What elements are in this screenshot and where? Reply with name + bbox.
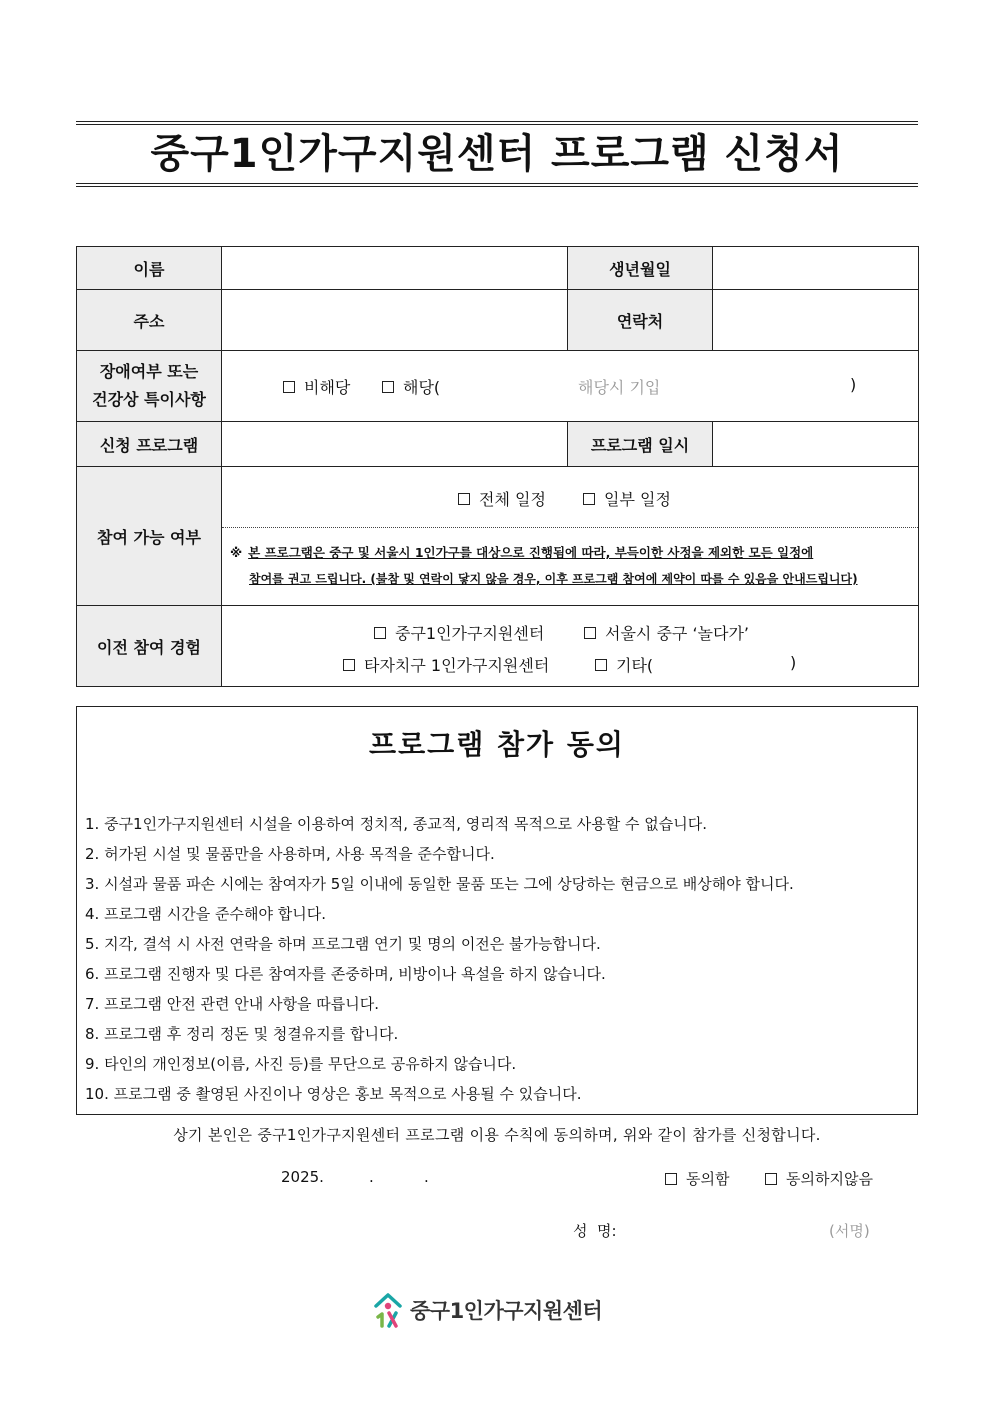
contact-field[interactable]: [713, 290, 919, 351]
program-label: 신청 프로그램: [77, 422, 222, 467]
prev-opt-other-district-label: 타자치구 1인가구지원센터: [364, 656, 550, 675]
attend-label: 참여 가능 여부: [77, 467, 222, 606]
address-field[interactable]: [222, 290, 568, 351]
consent-item: 9. 타인의 개인정보(이름, 사진 등)를 무단으로 공유하지 않습니다.: [85, 1055, 517, 1073]
agree-option[interactable]: [665, 1168, 729, 1189]
center-logo: [372, 1292, 602, 1328]
consent-item: 7. 프로그램 안전 관련 안내 사항을 따릅니다.: [85, 995, 380, 1013]
health-close-paren: ): [850, 375, 857, 394]
note-line1: 본 프로그램은 중구 및 서울시 1인가구를 대상으로 진행됨에 따라, 부득이한 사정을 제외한 모든 일정에: [248, 545, 814, 560]
note-mark: ※: [230, 545, 243, 560]
prev-opt-other-district[interactable]: [343, 653, 549, 676]
program-date-label: 프로그램 일시: [568, 422, 713, 467]
health-none-option[interactable]: [283, 375, 350, 398]
prev-close-paren: ): [790, 653, 797, 672]
checkbox-icon[interactable]: [458, 493, 470, 505]
attend-all-label: 전체 일정: [479, 490, 546, 509]
checkbox-icon[interactable]: [283, 381, 295, 393]
prev-options: [222, 606, 919, 687]
consent-item: 5. 지각, 결석 시 사전 연락을 하며 프로그램 연기 및 명의 이전은 불가능합니다.: [85, 935, 601, 953]
prev-opt-center[interactable]: [374, 621, 544, 644]
consent-item: 10. 프로그램 중 촬영된 사진이나 영상은 홍보 목적으로 사용될 수 있습니다.: [85, 1085, 582, 1103]
checkbox-icon[interactable]: [665, 1173, 677, 1185]
logo-text: 중구1인가구지원센터: [410, 1299, 603, 1323]
health-yes-label: 해당(: [403, 378, 441, 397]
title-rule-top: [76, 121, 918, 125]
health-detail-placeholder[interactable]: 해당시 기입: [578, 378, 661, 397]
attend-cell: [222, 467, 919, 606]
name-label: 이름: [77, 247, 222, 290]
consent-item: 1. 중구1인가구지원센터 시설을 이용하여 정치적, 종교적, 영리적 목적으로 사용할 수 없습니다.: [85, 815, 707, 833]
prev-label: 이전 참여 경험: [77, 606, 222, 687]
contact-label: 연락처: [568, 290, 713, 351]
prev-opt-noldaga-label: 서울시 중구 ‘놀다가’: [605, 624, 749, 643]
page-title: 중구1인가구지원센터 프로그램 신청서: [150, 131, 844, 177]
birth-field[interactable]: [713, 247, 919, 290]
attend-all-option[interactable]: [458, 487, 546, 510]
health-options: [222, 351, 919, 422]
health-label-line1: 장애여부 또는: [99, 362, 199, 381]
signature-field[interactable]: (서명): [829, 1222, 870, 1240]
prev-opt-center-label: 중구1인가구지원센터: [395, 624, 545, 643]
date-day-dot[interactable]: .: [424, 1168, 429, 1186]
date-year[interactable]: 2025.: [281, 1168, 324, 1186]
house-logo-icon: [372, 1292, 404, 1328]
title-rule-bottom: [76, 183, 918, 187]
consent-item: 6. 프로그램 진행자 및 다른 참여자를 존중하며, 비방이나 욕설을 하지 않습니다.: [85, 965, 606, 983]
consent-item: 8. 프로그램 후 정리 정돈 및 청결유지를 합니다.: [85, 1025, 399, 1043]
consent-item: 2. 허가된 시설 및 물품만을 사용하며, 사용 목적을 준수합니다.: [85, 845, 495, 863]
prev-opt-etc[interactable]: [595, 653, 653, 676]
program-field[interactable]: [222, 422, 568, 467]
consent-item: 4. 프로그램 시간을 준수해야 합니다.: [85, 905, 327, 923]
health-yes-option[interactable]: [382, 375, 440, 398]
checkbox-icon[interactable]: [584, 627, 596, 639]
signature-label: 성 명:: [573, 1222, 617, 1240]
attend-part-label: 일부 일정: [604, 490, 671, 509]
address-label: 주소: [77, 290, 222, 351]
name-field[interactable]: [222, 247, 568, 290]
prev-opt-noldaga[interactable]: [584, 621, 749, 644]
health-none-label: 비해당: [304, 378, 351, 397]
attend-note: [222, 528, 918, 592]
birth-label: 생년월일: [568, 247, 713, 290]
disagree-label: 동의하지않음: [786, 1170, 873, 1188]
consent-title: 프로그램 참가 동의: [369, 728, 625, 761]
checkbox-icon[interactable]: [343, 659, 355, 671]
note-line2: 참여를 권고 드립니다. (불참 및 연락이 닿지 않을 경우, 이후 프로그램 참여에 제약이 따를 수 있음을 안내드립니다): [249, 572, 858, 586]
consent-item: 3. 시설과 물품 파손 시에는 참여자가 5일 이내에 동일한 물품 또는 그에 상당하는 현금으로 배상해야 합니다.: [85, 875, 794, 893]
disagree-option[interactable]: [765, 1168, 873, 1189]
agreement-sentence: 상기 본인은 중구1인가구지원센터 프로그램 이용 수칙에 동의하며, 위와 같이 참가를 신청합니다.: [173, 1126, 821, 1144]
title-block: [76, 121, 918, 187]
application-form: [76, 246, 919, 687]
attend-part-option[interactable]: [583, 487, 671, 510]
checkbox-icon[interactable]: [583, 493, 595, 505]
checkbox-icon[interactable]: [374, 627, 386, 639]
checkbox-icon[interactable]: [595, 659, 607, 671]
checkbox-icon[interactable]: [765, 1173, 777, 1185]
health-label-line2: 건강상 특이사항: [92, 390, 206, 409]
checkbox-icon[interactable]: [382, 381, 394, 393]
prev-opt-etc-label: 기타(: [616, 656, 654, 675]
agree-label: 동의함: [686, 1170, 730, 1188]
consent-list: [85, 809, 794, 1109]
health-label: [77, 351, 222, 422]
program-date-field[interactable]: [713, 422, 919, 467]
consent-box: [76, 706, 918, 1115]
date-month-dot[interactable]: .: [369, 1168, 374, 1186]
